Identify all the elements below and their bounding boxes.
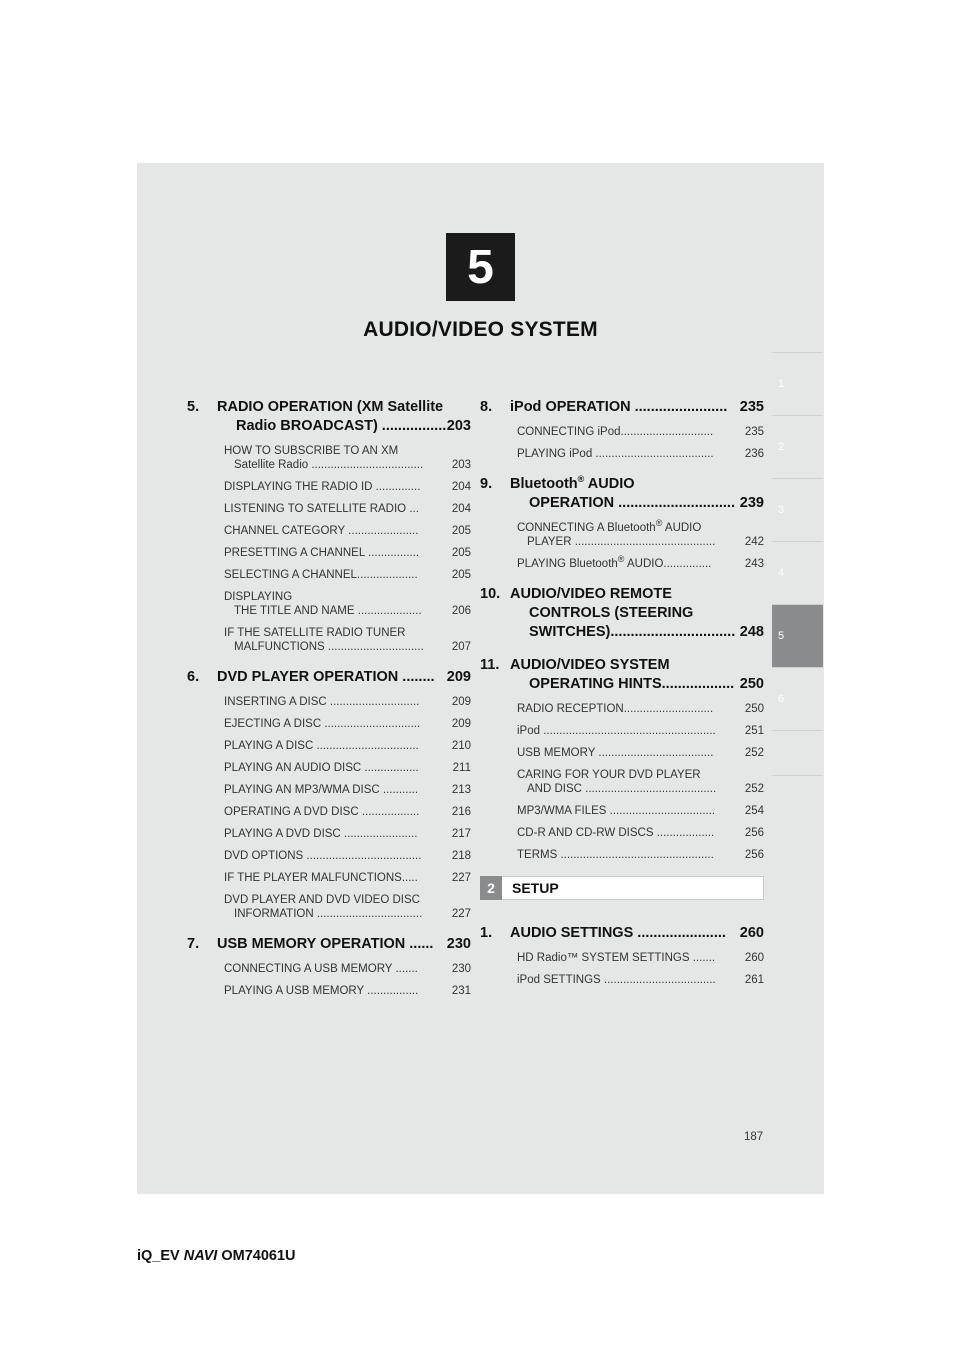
section-title: [480, 585, 764, 642]
item-label: CONNECTING A USB MEMORY .......: [224, 963, 418, 975]
section-page: 239: [739, 495, 764, 511]
item-label: INSERTING A DISC ............................: [224, 696, 420, 708]
toc-item[interactable]: [480, 447, 764, 461]
section-title: [187, 935, 471, 954]
item-page: 216: [451, 806, 471, 818]
item-label: iPod SETTINGS ...................................: [517, 974, 716, 986]
item-label: PLAYING iPod .....................................: [517, 448, 714, 460]
tab-3[interactable]: 3: [772, 478, 823, 541]
toc-item[interactable]: [187, 546, 471, 560]
item-label: DVD OPTIONS ....................................: [224, 850, 422, 862]
section-title-text: iPod OPERATION .......................: [510, 399, 728, 415]
item-page: 254: [744, 805, 764, 817]
setup-number: 2: [480, 876, 502, 900]
registered-mark: ®: [577, 474, 585, 485]
item-label: USB MEMORY ....................................: [517, 747, 714, 759]
section-page: 235: [739, 399, 764, 415]
section-title-text: AUDIO SETTINGS ......................: [510, 925, 726, 941]
item-label: RADIO RECEPTION............................: [517, 703, 714, 715]
chapter-number-box: [446, 233, 515, 301]
item-label: PLAYING A DISC ................................: [224, 740, 419, 752]
item-label: PLAYING A DVD DISC .......................: [224, 828, 418, 840]
section-items: [480, 518, 764, 571]
toc-item[interactable]: [480, 951, 764, 965]
setup-label: SETUP: [512, 880, 559, 896]
item-page: 205: [451, 525, 471, 537]
item-label: CONNECTING A Bluetooth: [517, 522, 656, 534]
toc-item[interactable]: [480, 804, 764, 818]
item-label: iPod ......................................................: [517, 725, 716, 737]
tab-blank: [772, 730, 823, 776]
toc-item[interactable]: [187, 849, 471, 863]
section-title-line1: [480, 475, 764, 494]
section-title-text: DVD PLAYER OPERATION ........: [217, 669, 435, 685]
item-page: 213: [451, 784, 471, 796]
toc-item[interactable]: [187, 805, 471, 819]
section-number: 11.: [480, 657, 500, 673]
section-title-text: USB MEMORY OPERATION ......: [217, 936, 434, 952]
item-label: PLAYING A USB MEMORY ................: [224, 985, 419, 997]
item-page: 209: [451, 696, 471, 708]
item-label: IF THE PLAYER MALFUNCTIONS.....: [224, 872, 418, 884]
item-label: OPERATING A DVD DISC ..................: [224, 806, 420, 818]
item-label: DISPLAYING: [224, 591, 293, 603]
toc-section-6[interactable]: [187, 668, 471, 921]
item-page: 256: [744, 849, 764, 861]
toc-section-7[interactable]: [187, 935, 471, 998]
toc-item[interactable]: [187, 761, 471, 775]
toc-item[interactable]: [187, 827, 471, 841]
section-title-line2: OPERATION .............................: [529, 495, 735, 511]
item-label: HOW TO SUBSCRIBE TO AN XM: [224, 445, 399, 457]
section-number: 8.: [480, 399, 493, 415]
item-page: 227: [451, 872, 471, 884]
toc-item[interactable]: [187, 695, 471, 709]
toc-section-9[interactable]: [480, 475, 764, 571]
item-label: EJECTING A DISC ..............................: [224, 718, 421, 730]
section-page: 230: [446, 936, 471, 952]
section-items: [187, 695, 471, 921]
section-page: 248: [739, 624, 764, 640]
section-title: [480, 656, 764, 694]
item-page: 205: [451, 547, 471, 559]
item-label: PLAYING AN AUDIO DISC .................: [224, 762, 419, 774]
item-page: 227: [451, 908, 471, 920]
toc-item[interactable]: [480, 518, 764, 549]
item-label: CHANNEL CATEGORY ......................: [224, 525, 419, 537]
registered-mark: ®: [655, 518, 663, 529]
section-title-line2: OPERATING HINTS..................: [529, 676, 735, 692]
section-items: [187, 962, 471, 998]
toc-item[interactable]: [187, 893, 471, 921]
toc-item[interactable]: [187, 568, 471, 582]
item-label-cont: INFORMATION .................................: [234, 908, 423, 920]
item-label-cont: AND DISC .........................................: [527, 783, 717, 795]
toc-item[interactable]: [480, 702, 764, 716]
section-page: 203: [446, 418, 471, 434]
item-label: LISTENING TO SATELLITE RADIO ...: [224, 503, 419, 515]
item-page: 251: [744, 725, 764, 737]
footer-model: iQ_EV: [137, 1248, 180, 1264]
toc-section-5[interactable]: [187, 398, 471, 654]
section-title-line1: RADIO OPERATION (XM Satellite: [217, 399, 444, 415]
item-page: 242: [744, 536, 764, 548]
chapter-title: AUDIO/VIDEO SYSTEM: [363, 318, 598, 341]
item-page: 256: [744, 827, 764, 839]
section-items: [187, 444, 471, 654]
toc-item[interactable]: [187, 783, 471, 797]
item-label: CARING FOR YOUR DVD PLAYER: [517, 769, 701, 781]
toc-right-column: [480, 398, 764, 1001]
item-page: 207: [451, 641, 471, 653]
toc-item[interactable]: [480, 746, 764, 760]
item-page: 204: [451, 503, 471, 515]
chapter-tabs: [772, 352, 823, 776]
tab-1[interactable]: 1: [772, 352, 823, 415]
section-number: 6.: [187, 669, 200, 685]
item-page: 261: [744, 974, 764, 986]
section-title-line1: AUDIO/VIDEO REMOTE: [510, 586, 672, 602]
item-page: 205: [451, 569, 471, 581]
item-label: IF THE SATELLITE RADIO TUNER: [224, 627, 406, 639]
item-label: PLAYING AN MP3/WMA DISC ...........: [224, 784, 419, 796]
toc-item[interactable]: [480, 826, 764, 840]
item-label: AUDIO: [662, 522, 702, 534]
section-page: 209: [446, 669, 471, 685]
item-page: 203: [451, 459, 471, 471]
item-label: HD Radio™ SYSTEM SETTINGS .......: [517, 952, 716, 964]
section-items: [480, 702, 764, 862]
item-page: 217: [451, 828, 471, 840]
item-page: 252: [744, 747, 764, 759]
item-label: CONNECTING iPod.............................: [517, 426, 714, 438]
toc-section-10[interactable]: [480, 585, 764, 642]
item-page: 231: [451, 985, 471, 997]
tab-4[interactable]: 4: [772, 541, 823, 604]
section-number: 1.: [480, 925, 493, 941]
footer-code: OM74061U: [221, 1248, 296, 1264]
toc-item[interactable]: [187, 590, 471, 618]
item-label: AUDIO...............: [624, 558, 712, 570]
toc-section-8[interactable]: [480, 398, 764, 461]
section-title: [480, 475, 764, 513]
section-title: [480, 924, 764, 943]
toc-item[interactable]: [187, 984, 471, 998]
section-number: 7.: [187, 936, 200, 952]
item-page: 204: [451, 481, 471, 493]
item-label: CD-R AND CD-RW DISCS ..................: [517, 827, 715, 839]
page-number: 187: [744, 1131, 764, 1143]
footer-navi: NAVI: [183, 1248, 218, 1264]
setup-section-header: [480, 876, 764, 900]
tab-2[interactable]: 2: [772, 415, 823, 478]
section-title-line1: AUDIO/VIDEO SYSTEM: [510, 657, 670, 673]
item-page: 230: [451, 963, 471, 975]
section-title-line2: CONTROLS (STEERING: [529, 605, 694, 621]
item-page: 210: [451, 740, 471, 752]
toc-item[interactable]: [187, 480, 471, 494]
title-part: AUDIO: [584, 476, 635, 492]
item-label-cont: Satellite Radio ...................................: [234, 459, 424, 471]
item-label: DISPLAYING THE RADIO ID ..............: [224, 481, 421, 493]
tab-5-active[interactable]: 5: [772, 604, 823, 667]
toc-item[interactable]: [480, 724, 764, 738]
toc-item[interactable]: [187, 871, 471, 885]
item-label: DVD PLAYER AND DVD VIDEO DISC: [224, 894, 420, 906]
item-page: 236: [744, 448, 764, 460]
toc-item[interactable]: [480, 554, 764, 571]
chapter-number: 5: [467, 240, 494, 294]
item-label: PLAYING Bluetooth: [517, 558, 618, 570]
toc-item[interactable]: [480, 848, 764, 862]
item-page: 250: [744, 703, 764, 715]
item-label: MP3/WMA FILES .................................: [517, 805, 716, 817]
section-title: [480, 398, 764, 417]
item-page: 218: [451, 850, 471, 862]
item-page: 235: [744, 426, 764, 438]
item-label-cont: MALFUNCTIONS ..............................: [234, 641, 424, 653]
toc-item[interactable]: [187, 444, 471, 472]
toc-item[interactable]: [187, 502, 471, 516]
toc-item[interactable]: [480, 425, 764, 439]
section-items: [480, 425, 764, 461]
section-items: [480, 951, 764, 987]
toc-left-column: [187, 398, 471, 1012]
toc-item[interactable]: [187, 524, 471, 538]
section-title-line3: SWITCHES)...............................: [529, 624, 736, 640]
toc-item[interactable]: [187, 626, 471, 654]
item-label: SELECTING A CHANNEL...................: [224, 569, 418, 581]
item-label: PRESETTING A CHANNEL ................: [224, 547, 420, 559]
toc-section-11[interactable]: [480, 656, 764, 862]
tab-6[interactable]: 6: [772, 667, 823, 730]
section-number: 10.: [480, 586, 501, 602]
toc-item[interactable]: [187, 739, 471, 753]
item-label-cont: PLAYER ............................................: [527, 536, 716, 548]
item-page: 260: [744, 952, 764, 964]
toc-item[interactable]: [187, 717, 471, 731]
item-label-cont: THE TITLE AND NAME ....................: [234, 605, 422, 617]
section-number: 5.: [187, 399, 200, 415]
item-page: 206: [451, 605, 471, 617]
item-page: 209: [451, 718, 471, 730]
item-page: 211: [452, 762, 471, 774]
toc-item[interactable]: [480, 768, 764, 796]
toc-item[interactable]: [187, 962, 471, 976]
registered-mark: ®: [617, 554, 625, 565]
section-title: [187, 668, 471, 687]
section-page: 260: [739, 925, 764, 941]
item-page: 243: [744, 558, 764, 570]
item-label: TERMS ................................................: [517, 849, 714, 861]
section-title-line2: Radio BROADCAST) ................: [236, 418, 447, 434]
section-number: 9.: [480, 476, 493, 492]
toc-section-1[interactable]: [480, 924, 764, 987]
title-part: Bluetooth: [510, 476, 578, 492]
footer-model-code: [137, 1248, 296, 1264]
section-title: [187, 398, 471, 436]
section-page: 250: [739, 676, 764, 692]
item-page: 252: [744, 783, 764, 795]
toc-item[interactable]: [480, 973, 764, 987]
